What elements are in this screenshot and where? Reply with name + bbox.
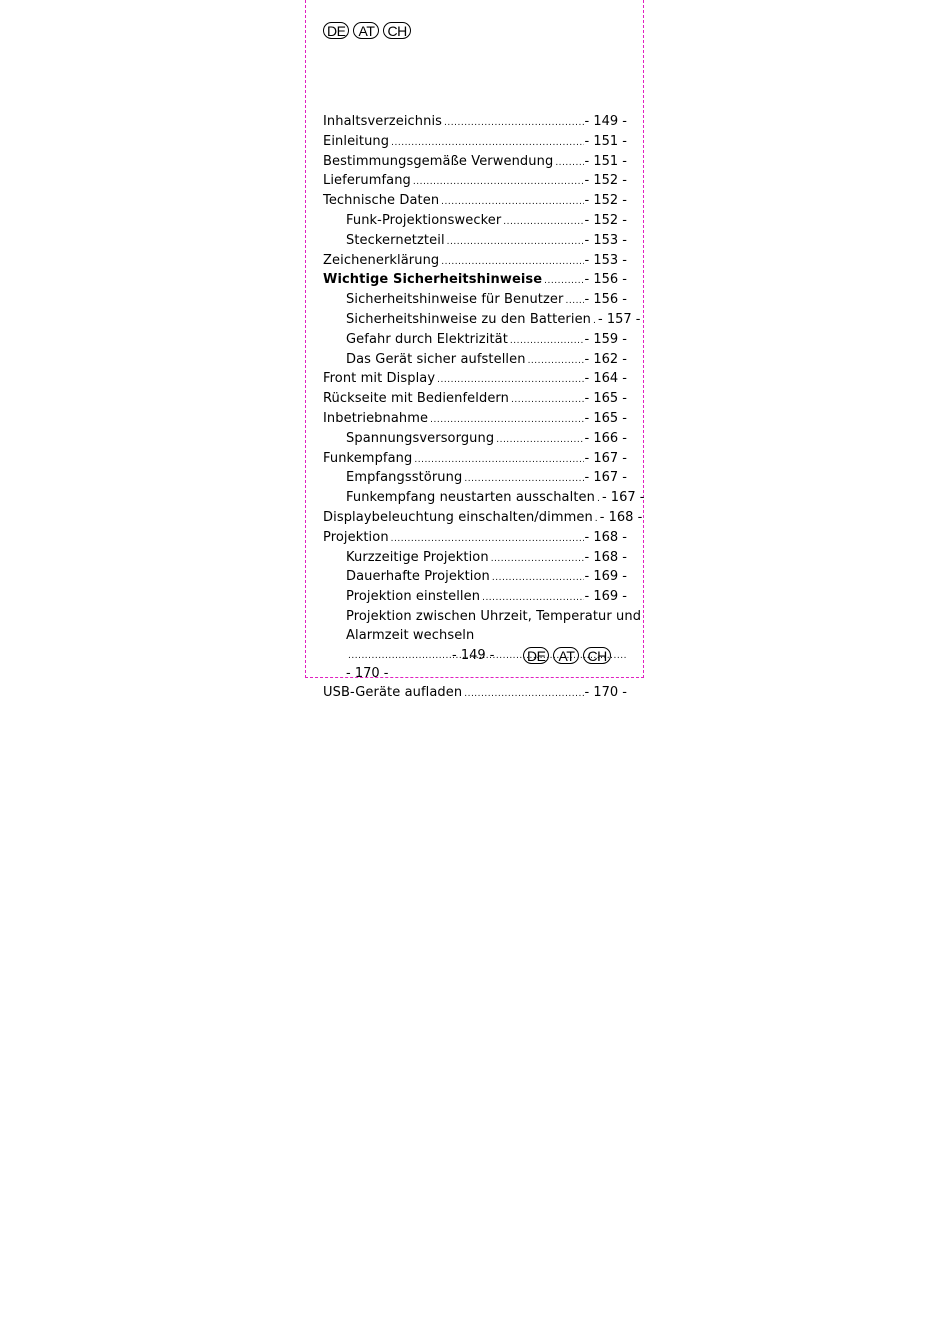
toc-entry-title: Projektion xyxy=(323,529,389,545)
toc-entry[interactable] xyxy=(323,133,627,153)
toc-entry[interactable] xyxy=(323,192,627,212)
toc-entry[interactable] xyxy=(323,489,645,509)
toc-entry[interactable] xyxy=(323,331,627,351)
toc-entry-title: Front mit Display xyxy=(323,371,436,387)
toc-entry-title: Rückseite mit Bedienfeldern xyxy=(323,391,509,407)
country-badge-ch: CH xyxy=(383,22,410,39)
toc-dot-leader xyxy=(510,331,584,351)
toc-dot-leader xyxy=(492,568,584,588)
toc-dot-leader xyxy=(528,351,584,371)
toc-entry-title: Inbetriebnahme xyxy=(323,410,429,426)
toc-entry-title: Empfangsstörung xyxy=(346,470,463,486)
toc-entry-page: - 159 - xyxy=(584,331,627,347)
toc-entry[interactable] xyxy=(323,351,627,371)
toc-entry-page: - 168 - xyxy=(584,529,627,545)
toc-entry-page: - 167 - xyxy=(601,490,645,506)
country-badge-at: AT xyxy=(553,647,579,664)
toc-dot-leader xyxy=(491,549,584,569)
toc-entry-page: - 167 - xyxy=(584,450,627,466)
toc-entry-title: Inhaltsverzeichnis xyxy=(323,114,443,129)
toc-entry-title: Bestimmungsgemäße Verwendung xyxy=(323,153,554,169)
country-badge-de: DE xyxy=(323,22,349,39)
toc-entry-page: - 169 - xyxy=(584,569,627,585)
toc-entry-title: Gefahr durch Elektrizität xyxy=(346,331,508,347)
toc-entry-page: - 152 - xyxy=(584,173,627,189)
toc-entry[interactable] xyxy=(323,370,627,390)
toc-entry-title: Funk-Projektionswecker xyxy=(346,212,502,228)
toc-entry-title: Lieferumfang xyxy=(323,173,411,189)
toc-entry[interactable] xyxy=(323,588,627,608)
toc-dot-leader xyxy=(496,430,583,450)
toc-entry-title: Einleitung xyxy=(323,133,390,149)
page-number: - 149 - xyxy=(452,648,495,663)
toc-entry-title: Kurzzeitige Projektion xyxy=(346,549,489,565)
toc-dot-leader xyxy=(444,113,583,133)
toc-dot-leader xyxy=(555,153,583,173)
toc-entry-page: - 156 - xyxy=(584,292,627,308)
toc-entry[interactable] xyxy=(323,509,643,529)
toc-entry-title: Technische Daten xyxy=(323,193,440,209)
toc-dot-leader xyxy=(413,172,584,192)
toc-entry[interactable] xyxy=(323,291,627,311)
toc-entry-title: Sicherheitshinweise für Benutzer xyxy=(346,292,564,308)
toc-dot-leader xyxy=(595,509,599,529)
toc-entry-title-continued: Alarmzeit wechseln xyxy=(346,627,475,643)
toc-entry-title: USB-Geräte aufladen xyxy=(323,685,463,701)
table-of-contents xyxy=(323,113,645,704)
toc-entry[interactable] xyxy=(323,212,627,232)
toc-dot-leader xyxy=(391,133,583,153)
toc-entry-page: - 167 - xyxy=(584,470,627,486)
toc-entry-page: - 170 - xyxy=(346,666,389,682)
toc-entry-page: - 156 - xyxy=(584,272,627,288)
toc-entry[interactable] xyxy=(323,390,627,410)
country-badge-ch: CH xyxy=(583,647,610,664)
country-badges-bottom xyxy=(523,647,611,664)
toc-entry-title: Spannungsversorgung xyxy=(346,430,495,446)
toc-entry[interactable] xyxy=(323,430,627,450)
toc-entry[interactable] xyxy=(323,311,641,331)
toc-entry-page: - 168 - xyxy=(599,509,643,525)
toc-dot-leader xyxy=(482,588,583,608)
toc-entry-page: - 168 - xyxy=(584,549,627,565)
toc-entry-title: Funkempfang xyxy=(323,450,413,466)
toc-entry[interactable] xyxy=(323,172,627,192)
toc-dot-leader xyxy=(593,311,597,331)
toc-dot-leader xyxy=(503,212,583,232)
toc-entry-page: - 149 - xyxy=(584,114,627,129)
toc-entry-page: - 151 - xyxy=(584,133,627,149)
toc-dot-leader xyxy=(391,529,584,549)
country-badge-de: DE xyxy=(523,647,549,664)
toc-entry-page: - 153 - xyxy=(584,232,627,248)
country-badge-at: AT xyxy=(353,22,379,39)
toc-entry-page: - 166 - xyxy=(584,430,627,446)
toc-dot-leader xyxy=(447,232,584,252)
toc-dot-leader xyxy=(414,450,583,470)
toc-dot-leader xyxy=(441,252,583,272)
toc-entry-title: Zeichenerklärung xyxy=(323,252,440,268)
toc-entry-title: Steckernetzteil xyxy=(346,232,445,248)
toc-dot-leader xyxy=(511,390,584,410)
toc-entry[interactable] xyxy=(323,232,627,252)
country-badges-top xyxy=(323,22,411,39)
toc-entry-title: Projektion zwischen Uhrzeit, Temperatur und xyxy=(346,608,642,624)
toc-entry-page: - 157 - xyxy=(598,311,641,327)
toc-entry[interactable] xyxy=(323,113,627,133)
toc-entry-page: - 152 - xyxy=(584,212,627,228)
toc-entry[interactable] xyxy=(323,271,627,291)
toc-entry[interactable] xyxy=(323,410,627,430)
toc-entry-title: Funkempfang neustarten ausschalten xyxy=(346,490,595,506)
toc-entry[interactable] xyxy=(323,153,627,173)
toc-entry[interactable] xyxy=(323,450,627,470)
toc-entry-title: Wichtige Sicherheitshinweise xyxy=(323,272,543,288)
toc-entry-title: Projektion einstellen xyxy=(346,589,481,605)
toc-entry-title: Dauerhafte Projektion xyxy=(346,569,490,585)
toc-entry[interactable] xyxy=(323,568,627,588)
toc-entry[interactable] xyxy=(323,469,627,489)
toc-entry-page: - 152 - xyxy=(584,193,627,209)
toc-entry[interactable] xyxy=(323,529,627,549)
toc-entry-page: - 169 - xyxy=(584,589,627,605)
toc-dot-leader xyxy=(597,489,601,509)
toc-entry-page: - 153 - xyxy=(584,252,627,268)
toc-entry-page: - 170 - xyxy=(584,685,627,701)
toc-dot-leader xyxy=(430,410,583,430)
toc-entry-page: - 165 - xyxy=(584,410,627,426)
toc-entry[interactable] xyxy=(323,549,627,569)
toc-entry-page: - 162 - xyxy=(584,351,627,367)
toc-dot-leader xyxy=(565,291,583,311)
toc-entry[interactable] xyxy=(323,252,627,272)
toc-dot-leader xyxy=(464,684,583,704)
toc-dot-leader xyxy=(464,469,583,489)
toc-entry-title: Das Gerät sicher aufstellen xyxy=(346,351,526,367)
toc-entry-page: - 165 - xyxy=(584,391,627,407)
toc-dot-leader xyxy=(437,370,583,390)
toc-dot-leader xyxy=(544,271,583,291)
toc-dot-leader xyxy=(441,192,583,212)
toc-entry[interactable] xyxy=(323,684,627,704)
toc-entry-page: - 151 - xyxy=(584,153,627,169)
toc-entry-title: Sicherheitshinweise zu den Batterien xyxy=(346,311,592,327)
toc-entry-title: Displaybeleuchtung einschalten/dimmen xyxy=(323,509,593,525)
toc-entry-page: - 164 - xyxy=(584,371,627,387)
